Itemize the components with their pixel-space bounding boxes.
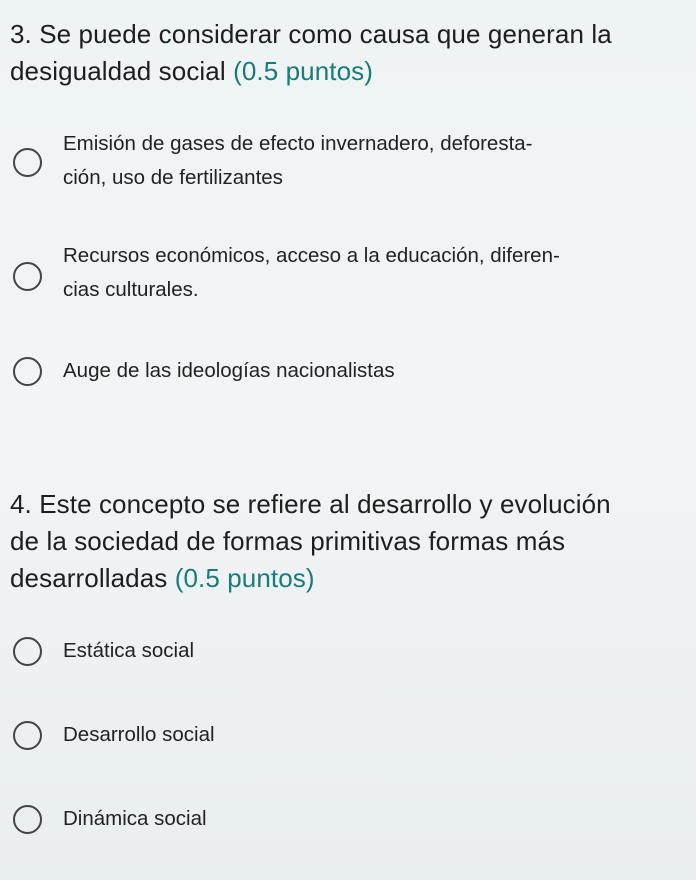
option-label: Dinámica social — [63, 807, 207, 830]
option-label: Emisión de gases de efecto invernadero, deforesta- ción, uso de fertilizantes — [63, 132, 533, 189]
question-4-title-line3: desarrolladas — [10, 563, 175, 593]
question-3-title-line1: 3. Se puede considerar como causa que generan la — [10, 19, 612, 49]
question-4-title — [0, 486, 696, 597]
question-4-points: (0.5 puntos) — [174, 563, 315, 593]
question-4-title-line2: de la sociedad de formas primitivas formas más — [10, 526, 566, 556]
option-label: Desarrollo social — [63, 723, 215, 746]
q3-option-2[interactable] — [0, 243, 696, 299]
q3-option-3[interactable] — [0, 356, 696, 412]
q4-option-3[interactable] — [0, 804, 696, 860]
radio-button[interactable] — [13, 148, 42, 177]
option-label: Auge de las ideologías nacionalistas — [63, 359, 395, 382]
q4-option-2[interactable] — [0, 720, 696, 776]
radio-button[interactable] — [13, 637, 42, 666]
radio-button[interactable] — [13, 357, 42, 386]
radio-button[interactable] — [13, 721, 42, 750]
option-label: Recursos económicos, acceso a la educación, diferen- cias culturales. — [63, 244, 560, 301]
question-3-points: (0.5 puntos) — [233, 56, 374, 86]
radio-button[interactable] — [13, 805, 42, 834]
q4-option-1[interactable] — [0, 636, 696, 692]
question-3-title-line2: desigualdad social — [10, 56, 234, 86]
question-3 — [0, 16, 696, 90]
radio-button[interactable] — [13, 262, 42, 291]
question-3-title — [0, 16, 696, 90]
question-4 — [0, 486, 696, 597]
q3-option-1[interactable] — [0, 130, 696, 189]
question-4-title-line1: 4. Este concepto se refiere al desarrollo y evolución — [10, 489, 611, 519]
option-label: Estática social — [63, 639, 195, 662]
